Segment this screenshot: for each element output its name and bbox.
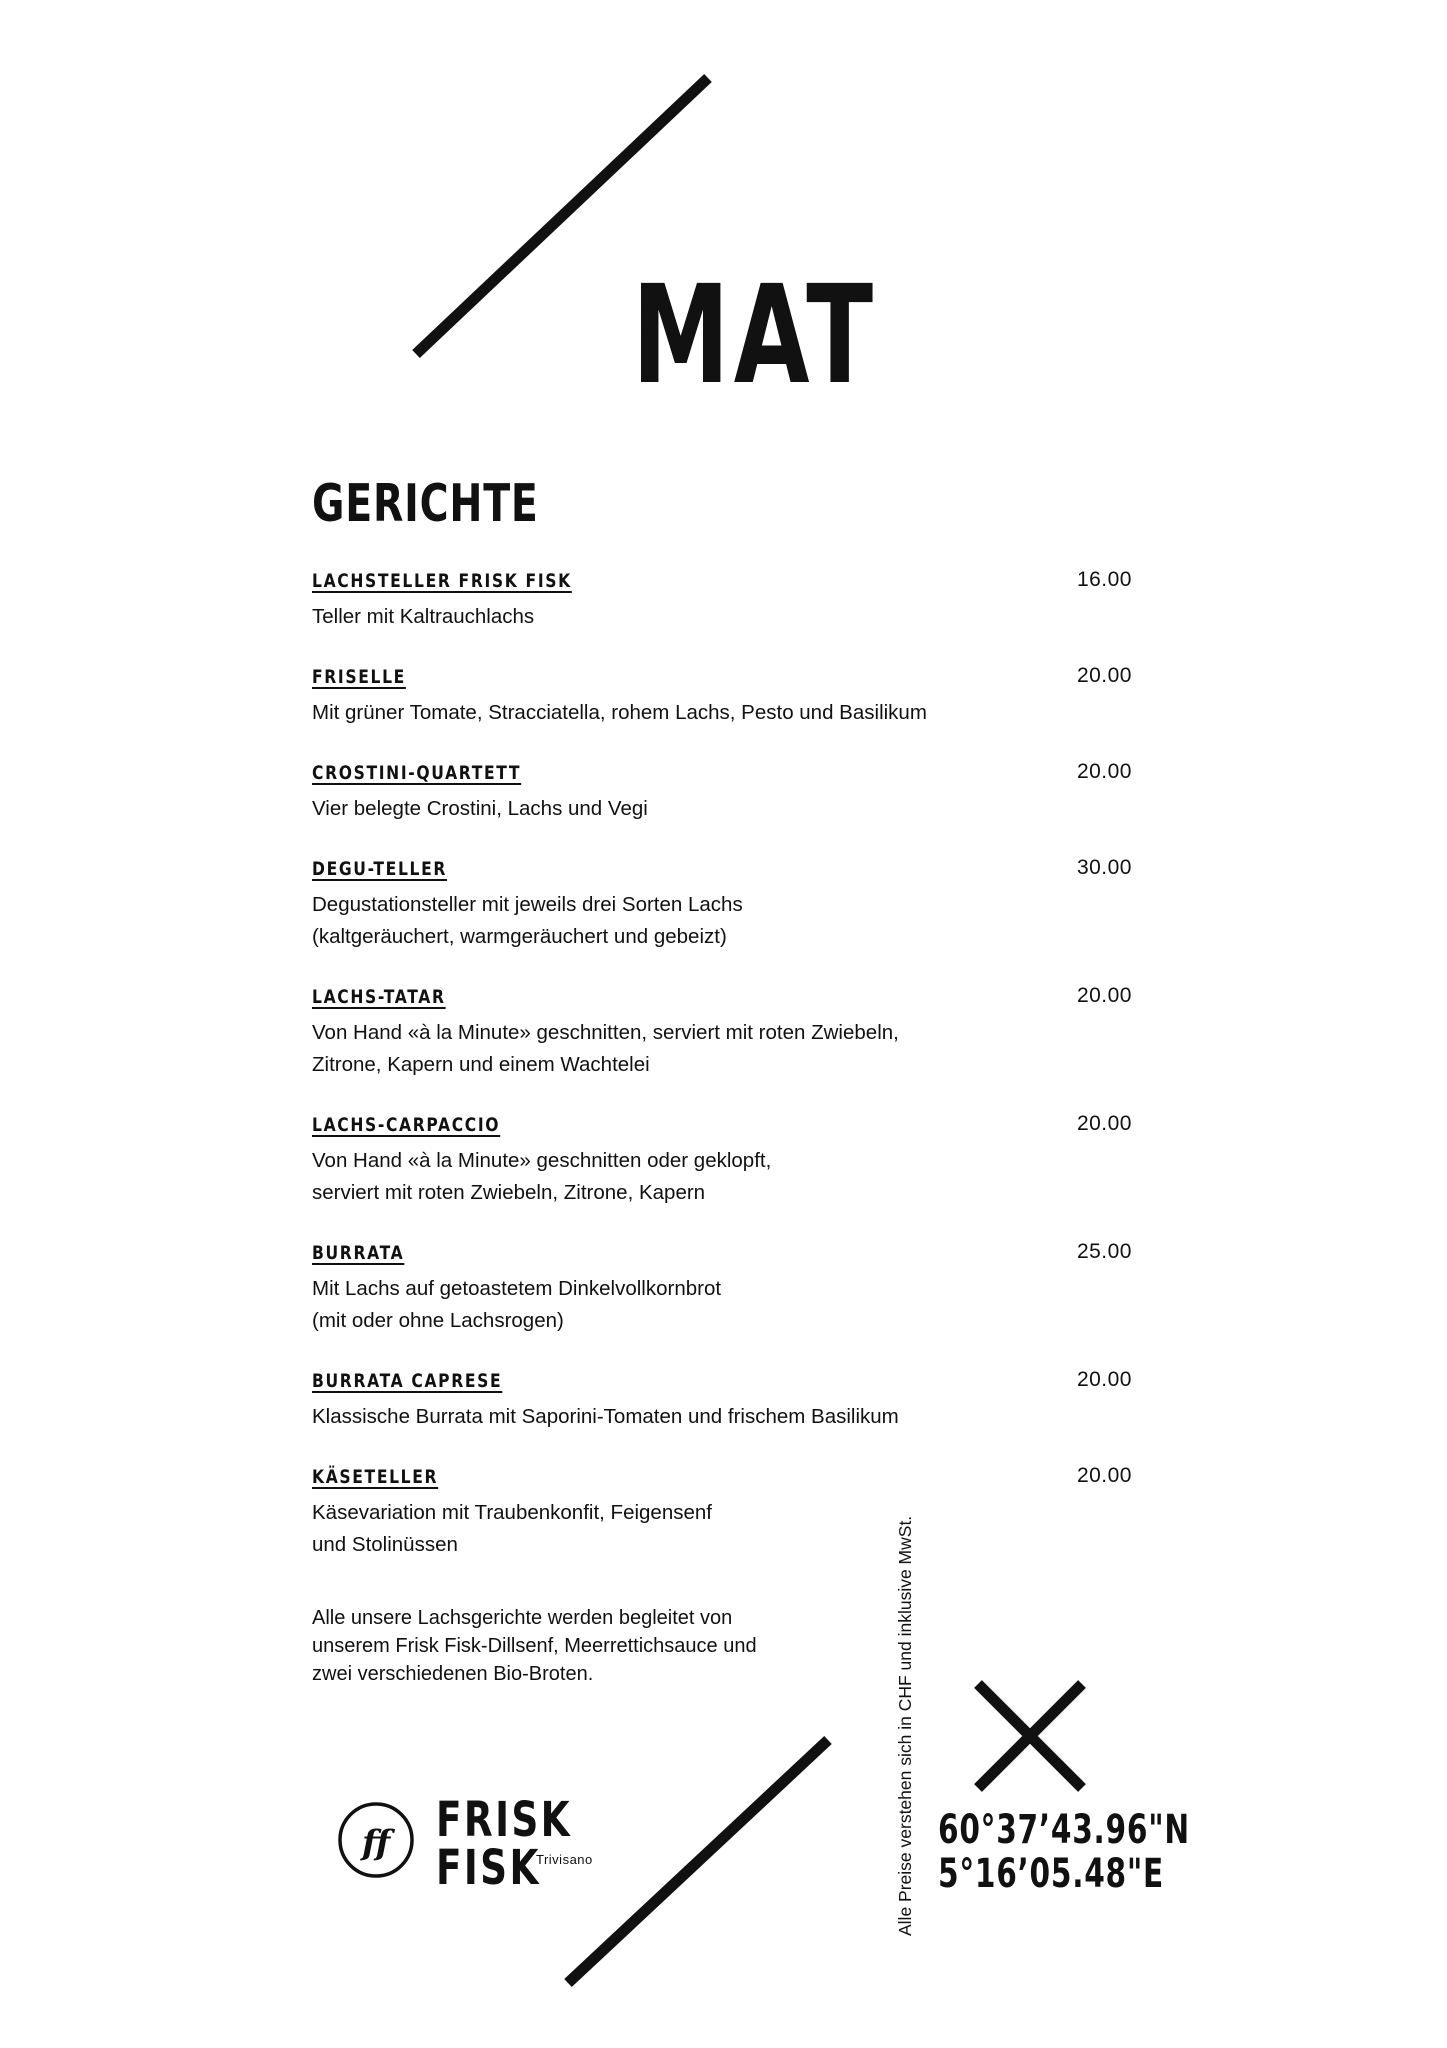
logo-subtitle: Trivisano bbox=[536, 1852, 593, 1867]
section-title: GERICHTE bbox=[312, 474, 539, 534]
logo-wordmark bbox=[436, 1792, 573, 1896]
item-price: 16.00 bbox=[1076, 568, 1132, 591]
item-description: Mit Lachs auf getoastetem Dinkelvollkornbrot (mit oder ohne Lachsrogen) bbox=[312, 1277, 722, 1332]
item-price: 20.00 bbox=[1076, 984, 1132, 1007]
coordinates bbox=[938, 1808, 1190, 1896]
bottom-diagonal-slash bbox=[568, 1740, 828, 1983]
item-name: CROSTINI-QUARTETT bbox=[312, 762, 522, 784]
menu-item bbox=[312, 762, 1132, 858]
item-price: 20.00 bbox=[1076, 1464, 1132, 1487]
page-title: MAT bbox=[632, 257, 878, 415]
logo-line-1: FRISK bbox=[436, 1792, 573, 1848]
item-description: Degustationsteller mit jeweils drei Sorten Lachs (kaltgeräuchert, warmgeräuchert und gebeizt) bbox=[312, 893, 743, 948]
longitude: 5°16’05.48"E bbox=[938, 1851, 1164, 1897]
menu-item bbox=[312, 858, 1132, 986]
menu-item bbox=[312, 570, 1132, 666]
item-name: DEGU-TELLER bbox=[312, 858, 448, 880]
item-name: LACHSTELLER FRISK FISK bbox=[312, 570, 572, 592]
item-description: Mit grüner Tomate, Stracciatella, rohem Lachs, Pesto und Basilikum bbox=[312, 701, 927, 724]
item-price: 25.00 bbox=[1076, 1240, 1132, 1263]
item-price: 30.00 bbox=[1076, 856, 1132, 879]
item-description: Käsevariation mit Traubenkonfit, Feigensenf und Stolinüssen bbox=[312, 1501, 712, 1556]
item-price: 20.00 bbox=[1076, 664, 1132, 687]
logo-mark-text: ff bbox=[361, 1823, 391, 1863]
item-name: FRISELLE bbox=[312, 666, 406, 688]
menu-item bbox=[312, 1242, 1132, 1370]
item-name: LACHS-CARPACCIO bbox=[312, 1114, 501, 1136]
accompaniment-note: Alle unsere Lachsgerichte werden begleitet von unserem Frisk Fisk-Dillsenf, Meerrettichsauce und zwei verschiedenen Bio-Broten. bbox=[312, 1607, 757, 1685]
price-disclaimer: Alle Preise verstehen sich in CHF und inklusive MwSt. bbox=[895, 1515, 915, 1936]
menu-item bbox=[312, 1466, 1132, 1594]
logo-circle-icon bbox=[336, 1800, 416, 1880]
menu-item bbox=[312, 986, 1132, 1114]
item-price: 20.00 bbox=[1076, 1112, 1132, 1135]
item-description: Teller mit Kaltrauchlachs bbox=[312, 605, 535, 628]
logo-line-2: FISK bbox=[436, 1840, 541, 1896]
latitude: 60°37’43.96"N bbox=[938, 1807, 1190, 1853]
item-description: Von Hand «à la Minute» geschnitten, serviert mit roten Zwiebeln, Zitrone, Kapern und einem Wachtelei bbox=[312, 1021, 899, 1076]
item-description: Klassische Burrata mit Saporini-Tomaten und frischem Basilikum bbox=[312, 1405, 899, 1428]
menu-item bbox=[312, 666, 1132, 762]
menu-item bbox=[312, 1114, 1132, 1242]
item-description: Von Hand «à la Minute» geschnitten oder geklopft, serviert mit roten Zwiebeln, Zitrone, Kapern bbox=[312, 1149, 772, 1204]
item-description: Vier belegte Crostini, Lachs und Vegi bbox=[312, 797, 648, 820]
item-price: 20.00 bbox=[1076, 760, 1132, 783]
menu-items bbox=[312, 570, 1132, 1594]
item-price: 20.00 bbox=[1076, 1368, 1132, 1391]
item-name: LACHS-TATAR bbox=[312, 986, 446, 1008]
item-name: BURRATA CAPRESE bbox=[312, 1370, 503, 1392]
menu-item bbox=[312, 1370, 1132, 1466]
item-name: KÄSETELLER bbox=[312, 1466, 439, 1488]
item-name: BURRATA bbox=[312, 1242, 405, 1264]
